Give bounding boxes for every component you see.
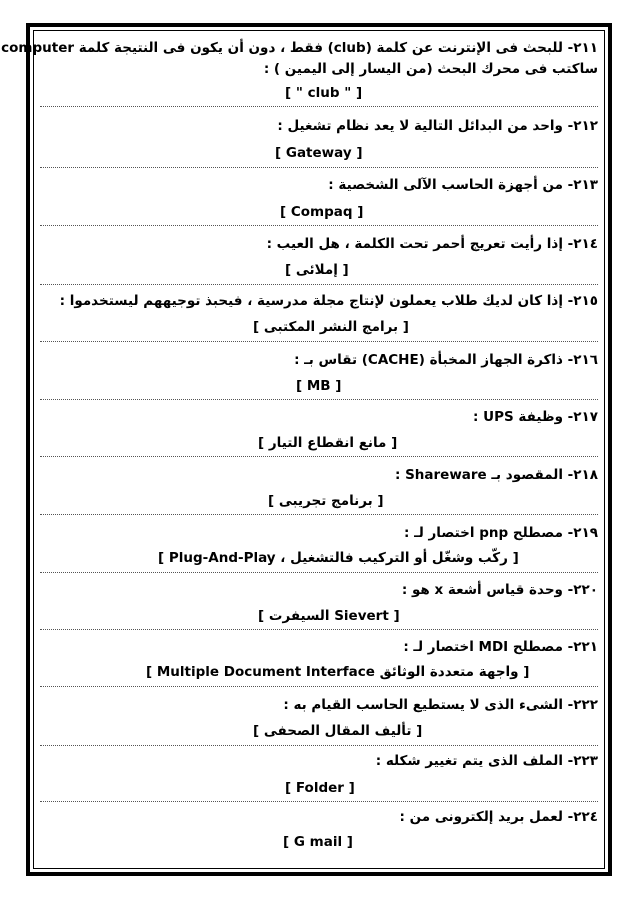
separator [40, 514, 598, 515]
separator [40, 572, 598, 573]
question-223: ٢٢٣- الملف الذى يتم تغيير شكله : [375, 753, 598, 769]
question-224: ٢٢٤- لعمل بريد إلكترونى من : [399, 809, 598, 825]
question-213: ٢١٣- من أجهزة الحاسب الآلى الشخصية : [328, 177, 598, 193]
question-211-line2: ساكتب فى محرك البحث (من اليسار إلى اليمين ) : [263, 61, 598, 77]
question-216: ٢١٦- ذاكرة الجهاز المخبأة (CACHE) تقاس بـ : [294, 352, 598, 368]
separator [40, 801, 598, 802]
question-218: ٢١٨- المقصود بـ Shareware : [394, 467, 598, 483]
separator [40, 686, 598, 687]
separator [40, 745, 598, 746]
question-215: ٢١٥- إذا كان لديك طلاب يعملون لإنتاج مجلة مدرسية ، فيحبذ توجيههم ليستخدموا : [59, 293, 598, 309]
question-219: ٢١٩- مصطلح pnp اختصار لـ : [404, 525, 598, 541]
answer-218: [ برنامج تجريبى ] [268, 493, 384, 509]
answer-224: [ G mail ] [283, 834, 353, 850]
answer-223: [ Folder ] [285, 780, 355, 796]
separator [40, 225, 598, 226]
separator [40, 284, 598, 285]
separator [40, 456, 598, 457]
question-220: ٢٢٠- وحدة قياس أشعة x هو : [401, 582, 598, 598]
question-221: ٢٢١- مصطلح MDI اختصار لـ : [403, 639, 598, 655]
separator [40, 341, 598, 342]
answer-211: [ " club " ] [285, 85, 363, 101]
answer-215: [ برامج النشر المكتبى ] [253, 319, 409, 335]
separator [40, 167, 598, 168]
answer-214: [ إملائى ] [285, 262, 349, 278]
question-217: ٢١٧- وظيفة UPS : [473, 409, 598, 425]
answer-222: [ تأليف المقال الصحفى ] [253, 723, 423, 739]
answer-216: [ MB ] [296, 378, 342, 394]
question-214: ٢١٤- إذا رأيت تعريج أحمر تحت الكلمة ، هل العيب : [266, 236, 598, 252]
answer-221: [ Multiple Document Interface واجهة متعددة الوثائق ] [146, 664, 530, 680]
question-222: ٢٢٢- الشىء الذى لا يستطيع الحاسب القيام به : [283, 697, 598, 713]
answer-220: [ السيفرت Sievert ] [258, 608, 400, 624]
answer-217: [ مانع انقطاع التيار ] [258, 435, 398, 451]
question-212: ٢١٢- واحد من البدائل التالية لا يعد نظام تشغيل : [277, 118, 598, 134]
separator [40, 399, 598, 400]
answer-212: [ Gateway ] [275, 145, 363, 161]
question-211: ٢١١- للبحث فى الإنترنت عن كلمة (club) فقط ، دون أن يكون فى النتيجة كلمة computer [1, 40, 598, 56]
answer-213: [ Compaq ] [280, 204, 364, 220]
answer-219: [ Plug-And-Play ، ركّب وشغّل أو التركيب فالتشغيل ] [158, 550, 519, 566]
separator [40, 106, 598, 107]
separator [40, 629, 598, 630]
